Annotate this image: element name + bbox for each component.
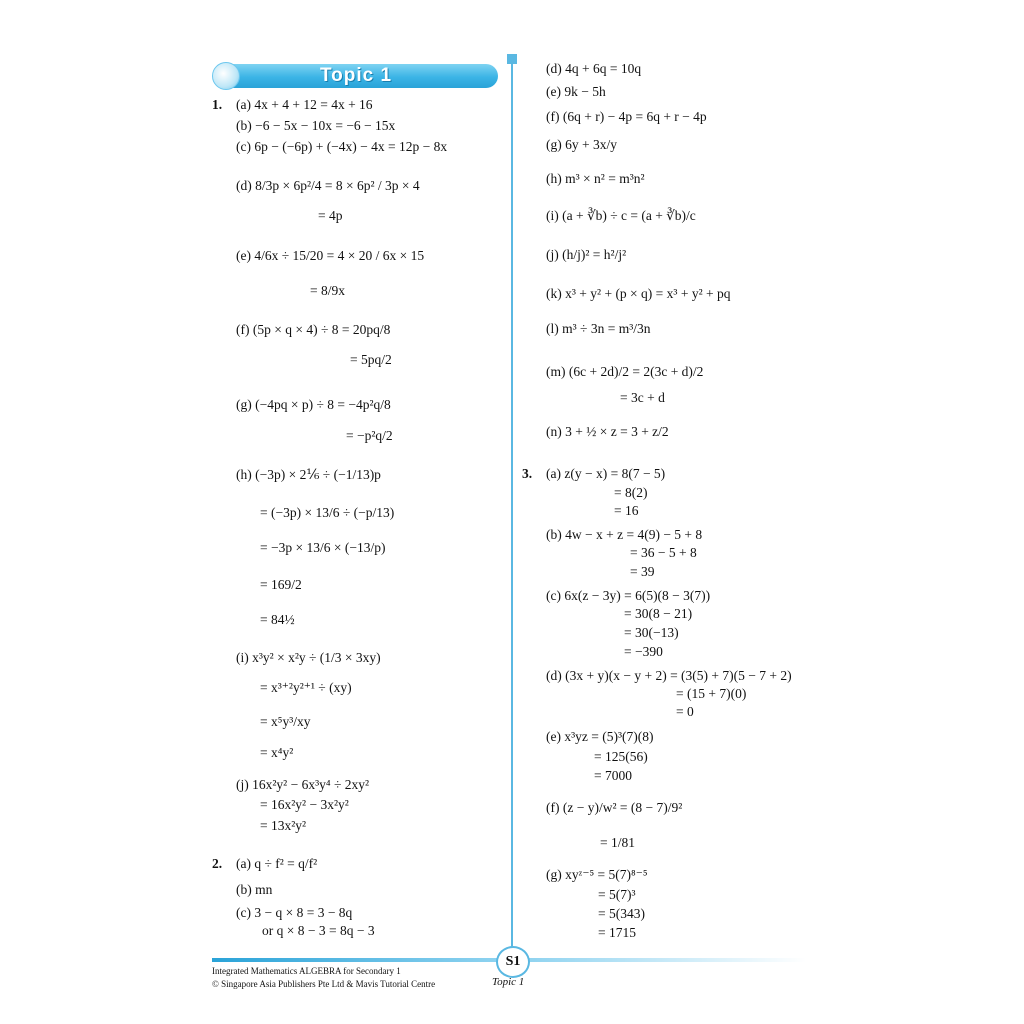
solution-line: (l) m³ ÷ 3n = m³/3n: [546, 321, 651, 336]
solution-line: = 84½: [260, 612, 295, 627]
solution-line: (f) (5p × q × 4) ÷ 8 = 20pq/8: [236, 322, 391, 337]
solution-line: (b) −6 − 5x − 10x = −6 − 15x: [236, 118, 396, 133]
solution-line: = 16: [614, 503, 639, 518]
solution-line: (k) x³ + y² + (p × q) = x³ + y² + pq: [546, 286, 731, 301]
solution-line: (c) 6p − (−6p) + (−4x) − 4x = 12p − 8x: [236, 139, 448, 154]
solution-line: (c) 3 − q × 8 = 3 − 8q: [236, 905, 353, 920]
solution-line: (n) 3 + ½ × z = 3 + z/2: [546, 424, 669, 439]
solution-line: = 5pq/2: [350, 352, 392, 367]
solution-line: = 8/9x: [310, 283, 345, 298]
solution-line: = −p²q/2: [346, 428, 393, 443]
solution-line: (b) mn: [236, 882, 273, 897]
solution-line: (f) (z − y)/w² = (8 − 7)/9²: [546, 800, 683, 815]
solution-line: = 169/2: [260, 577, 302, 592]
solution-line: = 3c + d: [620, 390, 665, 405]
topic-banner: [212, 62, 500, 90]
solution-line: (d) 8/3p × 6p²/4 = 8 × 6p² / 3p × 4: [236, 178, 420, 193]
footer-topic: Topic 1: [492, 976, 525, 988]
solution-line: (j) 16x²y² − 6x³y⁴ ÷ 2xy²: [236, 777, 370, 792]
solution-line: = x⁵y³/xy: [260, 714, 311, 729]
solution-line: = 5(7)³: [598, 887, 636, 902]
solution-line: (i) x³y² × x²y ÷ (1/3 × 3xy): [236, 650, 381, 665]
solution-line: (b) 4w − x + z = 4(9) − 5 + 8: [546, 527, 703, 542]
solution-line: = (15 + 7)(0): [676, 686, 747, 701]
solution-line: = 7000: [594, 768, 632, 783]
solution-line: (e) 9k − 5h: [546, 84, 606, 99]
solution-line: (d) 4q + 6q = 10q: [546, 61, 642, 76]
page-number-badge: S1: [496, 946, 530, 978]
solution-line: or q × 8 − 3 = 8q − 3: [262, 923, 375, 938]
solution-line: = 125(56): [594, 749, 648, 764]
solution-line: = 16x²y² − 3x²y²: [260, 797, 349, 812]
solution-line: = −390: [624, 644, 663, 659]
solution-line: (g) (−4pq × p) ÷ 8 = −4p²q/8: [236, 397, 391, 412]
solution-line: = x⁴y²: [260, 745, 294, 760]
solution-line: = 5(343): [598, 906, 645, 921]
solution-line: (a) q ÷ f² = q/f²: [236, 856, 318, 871]
solution-line: (g) xyᶻ⁻⁵ = 5(7)⁸⁻⁵: [546, 867, 648, 882]
solution-line: (a) 4x + 4 + 12 = 4x + 16: [236, 97, 373, 112]
question-number: 2.: [212, 856, 223, 871]
solution-line: (f) (6q + r) − 4p = 6q + r − 4p: [546, 109, 707, 124]
solution-line: (a) z(y − x) = 8(7 − 5): [546, 466, 666, 481]
solution-line: (m) (6c + 2d)/2 = 2(3c + d)/2: [546, 364, 704, 379]
solution-line: (g) 6y + 3x/y: [546, 137, 617, 152]
footer-book-title: Integrated Mathematics ALGEBRA for Secondary 1: [212, 966, 401, 976]
solution-line: (h) m³ × n² = m³n²: [546, 171, 645, 186]
solution-line: = 8(2): [614, 485, 648, 500]
solution-line: = 13x²y²: [260, 818, 307, 833]
topic-title: Topic 1: [319, 65, 393, 86]
solution-line: (c) 6x(z − 3y) = 6(5)(8 − 3(7)): [546, 588, 711, 603]
solution-line: = (−3p) × 13/6 ÷ (−p/13): [260, 505, 395, 520]
solution-line: (j) (h/j)² = h²/j²: [546, 247, 627, 262]
question-number: 3.: [522, 466, 533, 481]
solution-line: (h) (−3p) × 2⅙ ÷ (−1/13)p: [236, 467, 381, 482]
solution-line: = 1715: [598, 925, 636, 940]
solution-line: = 30(−13): [624, 625, 679, 640]
footer-rule-left: [212, 958, 500, 962]
solution-line: (e) x³yz = (5)³(7)(8): [546, 729, 654, 744]
solution-line: = 36 − 5 + 8: [630, 545, 697, 560]
solution-line: = −3p × 13/6 × (−13/p): [260, 540, 386, 555]
footer-copyright: © Singapore Asia Publishers Pte Ltd & Mavis Tutorial Centre: [212, 979, 436, 989]
question-number: 1.: [212, 97, 223, 112]
solution-line: (d) (3x + y)(x − y + 2) = (3(5) + 7)(5 − 7 + 2): [546, 668, 792, 683]
column-divider: [511, 58, 513, 948]
solution-line: = 0: [676, 704, 694, 719]
solution-line: = x³⁺²y²⁺¹ ÷ (xy): [260, 680, 352, 695]
solution-line: (e) 4/6x ÷ 15/20 = 4 × 20 / 6x × 15: [236, 248, 425, 263]
solution-line: = 1/81: [600, 835, 635, 850]
solution-line: (i) (a + ∛b) ÷ c = (a + ∛b)/c: [546, 208, 696, 223]
footer-rule-right: [526, 958, 806, 962]
solution-line: = 39: [630, 564, 655, 579]
solution-line: = 30(8 − 21): [624, 606, 693, 621]
solution-line: = 4p: [318, 208, 343, 223]
